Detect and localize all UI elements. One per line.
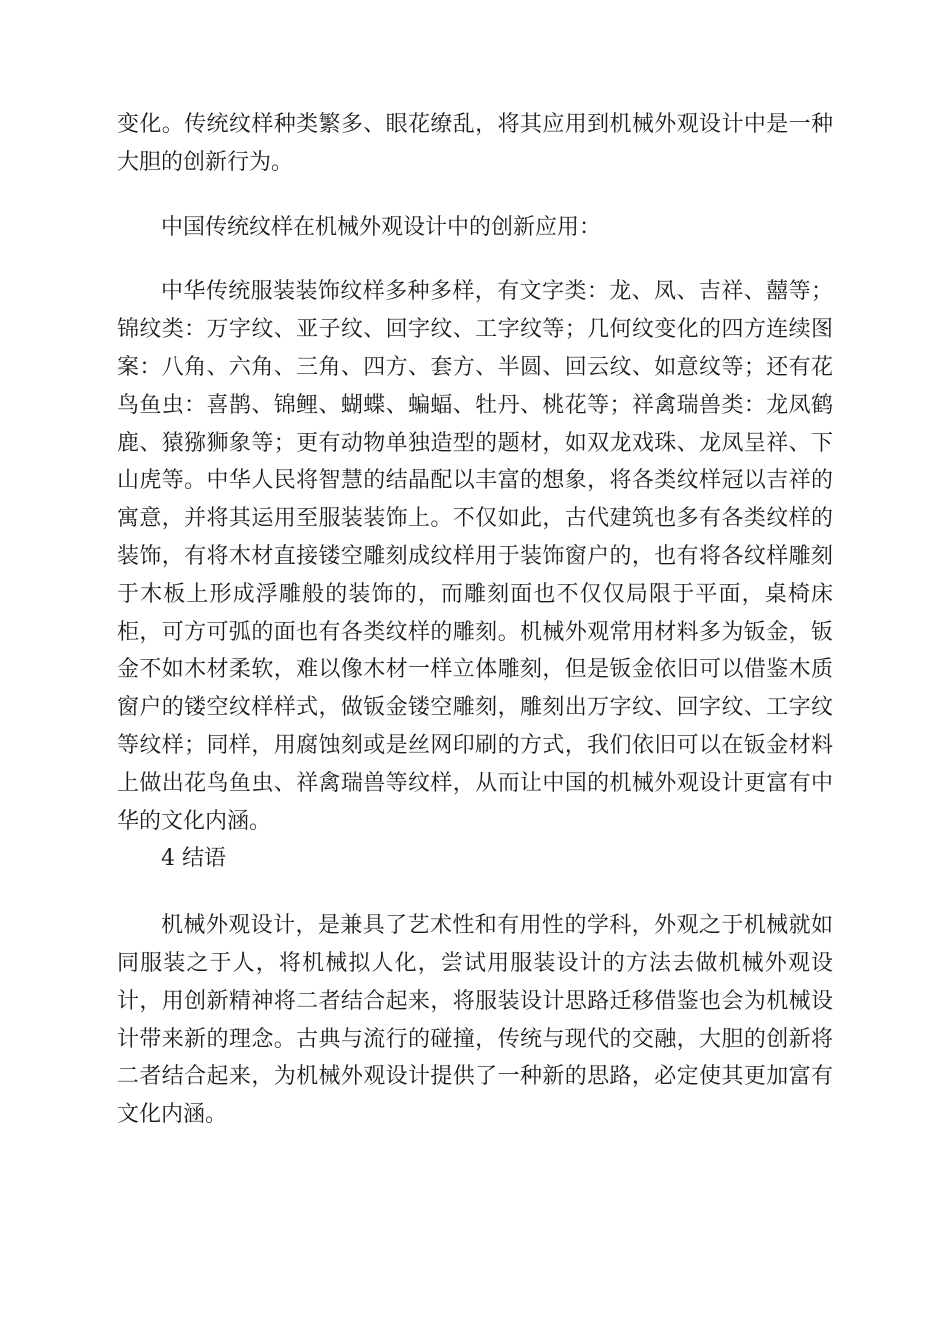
paragraph-subtitle: 中国传统纹样在机械外观设计中的创新应用：	[161, 214, 602, 240]
paragraph-conclusion: 机械外观设计，是兼具了艺术性和有用性的学科，外观之于机械就如同服装之于人，将机械拟人化，尝试用服装设计的方法去做机械外观设计，用创新精神将二者结合起来，将服装设计思路迁移借鉴也会为机械设计带来新的理念。古典与流行的碰撞，传统与现代的交融，大胆的创新将二者结合起来，为机械外观设计提供了一种新的思路，必定使其更加富有文化内涵。	[117, 913, 833, 1128]
paragraph-patterns: 中华传统服装装饰纹样多种多样，有文字类：龙、凤、吉祥、囍等；锦纹类：万字纹、亚子纹、回字纹、工字纹等；几何纹变化的四方连续图案：八角、六角、三角、四方、套方、半圆、回云纹、如意纹等；还有花鸟鱼虫：喜鹊、锦鲤、蝴蝶、蝙蝠、牡丹、桃花等；祥禽瑞兽类：龙凤鹤鹿、猿猕狮象等；更有动物单独造型的题材，如双龙戏珠、龙凤呈祥、下山虎等。中华人民将智慧的结晶配以丰富的想象，将各类纹样冠以吉祥的寓意，并将其运用至服装装饰上。不仅如此，古代建筑也多有各类纹样的装饰，有将木材直接镂空雕刻成纹样用于装饰窗户的，也有将各纹样雕刻于木板上形成浮雕般的装饰的，而雕刻面也不仅仅局限于平面，桌椅床柜，可方可弧的面也有各类纹样的雕刻。机械外观常用材料多为钣金，钣金不如木材柔软，难以像木材一样立体雕刻，但是钣金依旧可以借鉴木质窗户的镂空纹样样式，做钣金镂空雕刻，雕刻出万字纹、回字纹、工字纹等纹样；同样，用腐蚀刻或是丝网印刷的方式，我们依旧可以在钣金材料上做出花鸟鱼虫、祥禽瑞兽等纹样，从而让中国的机械外观设计更富有中华的文化内涵。	[117, 279, 833, 834]
section-heading: 4 结语	[161, 846, 226, 872]
document-body	[117, 106, 833, 1134]
paragraph-continuation: 变化。传统纹样种类繁多、眼花缭乱，将其应用到机械外观设计中是一种大胆的创新行为。	[117, 112, 833, 175]
